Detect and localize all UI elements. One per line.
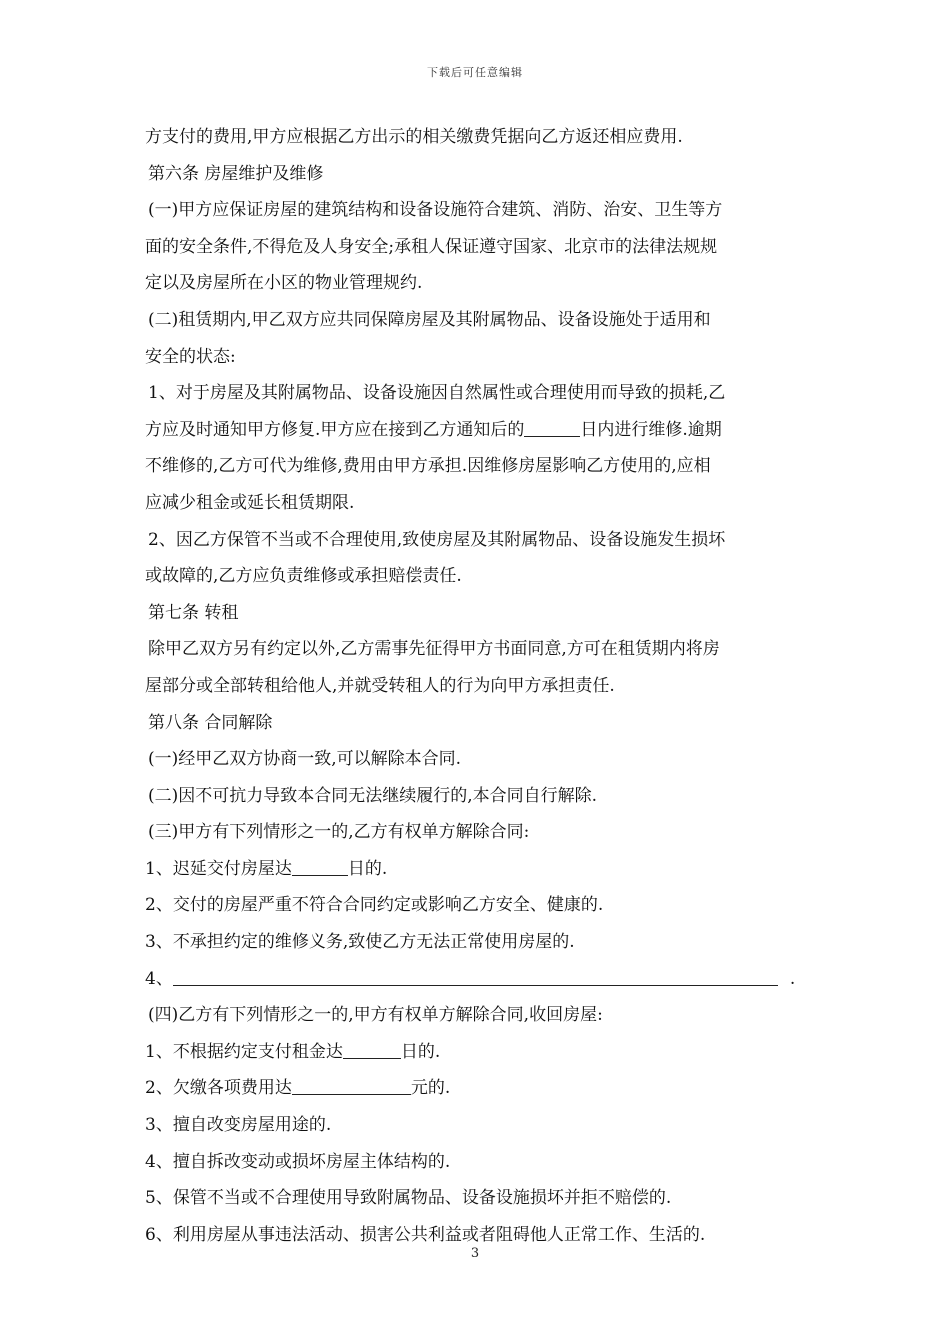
paragraph-line: (一)经甲乙双方协商一致,可以解除本合同. [148,749,462,770]
paragraph-line: 面的安全条件,不得危及人身安全;承租人保证遵守国家、北京市的法律法规规 [145,236,718,257]
paragraph-line-with-blank [145,1070,807,1107]
paragraph-line: 3、不承担约定的维修义务,致使乙方无法正常使用房屋的. [145,932,575,953]
paragraph-line: 3、擅自改变房屋用途的. [145,1115,332,1136]
document-body [145,119,807,1253]
paragraph-line: 6、利用房屋从事违法活动、损害公共利益或者阻碍他人正常工作、生活的. [145,1224,706,1245]
text-segment: 日的. [347,858,388,879]
fill-in-blank [173,967,778,986]
section-heading-article-7: 第七条 转租 [148,602,239,623]
paragraph-line-with-blank [145,961,807,998]
page-header: 下载后可任意编辑 [427,66,523,79]
paragraph-line: 不维修的,乙方可代为维修,费用由甲方承担.因维修房屋影响乙方使用的,应相 [145,456,711,477]
paragraph-line: 1、对于房屋及其附属物品、设备设施因自然属性或合理使用而导致的损耗,乙 [148,383,726,404]
fill-in-blank [524,418,580,437]
text-segment: . [789,968,796,989]
paragraph-line: (一)甲方应保证房屋的建筑结构和设备设施符合建筑、消防、治安、卫生等方 [148,200,723,221]
fill-in-blank [292,857,348,876]
paragraph-line: 2、交付的房屋严重不符合合同约定或影响乙方安全、健康的. [145,895,604,916]
text-segment: 1、不根据约定支付租金达 [145,1041,343,1062]
paragraph-line: 应减少租金或延长租赁期限. [145,492,355,513]
paragraph-line: 或故障的,乙方应负责维修或承担赔偿责任. [145,566,462,587]
fill-in-blank [343,1040,401,1059]
paragraph-line: (二)租赁期内,甲乙双方应共同保障房屋及其附属物品、设备设施处于适用和 [148,309,711,330]
text-segment: 1、迟延交付房屋达 [145,858,292,879]
paragraph-line: (四)乙方有下列情形之一的,甲方有权单方解除合同,收回房屋: [148,1005,603,1026]
paragraph-line: 4、擅自拆改变动或损坏房屋主体结构的. [145,1151,451,1172]
text-segment: 日的. [400,1041,441,1062]
text-segment: 日内进行维修.逾期 [580,419,722,440]
paragraph-line-with-blank [145,412,807,449]
paragraph-line: 屋部分或全部转租给他人,并就受转租人的行为向甲方承担责任. [145,675,615,696]
text-segment: 4、 [145,968,173,989]
paragraph-line-with-blank [145,851,807,888]
text-segment: 方应及时通知甲方修复.甲方应在接到乙方通知后的 [145,419,525,440]
paragraph-line: 方支付的费用,甲方应根据乙方出示的相关缴费凭据向乙方返还相应费用. [145,127,683,147]
section-heading-article-6: 第六条 房屋维护及维修 [148,163,324,184]
page-number: 3 [470,1246,480,1261]
text-segment: 2、欠缴各项费用达 [145,1078,292,1099]
paragraph-line: (二)因不可抗力导致本合同无法继续履行的,本合同自行解除. [148,785,598,806]
paragraph-line: (三)甲方有下列情形之一的,乙方有权单方解除合同: [148,822,530,843]
fill-in-blank [292,1076,411,1095]
paragraph-line: 定以及房屋所在小区的物业管理规约. [145,273,423,294]
section-heading-article-8: 第八条 合同解除 [148,712,273,733]
paragraph-line: 除甲乙双方另有约定以外,乙方需事先征得甲方书面同意,方可在租赁期内将房 [148,639,720,660]
paragraph-line: 安全的状态: [145,346,236,367]
text-segment: 元的. [410,1078,451,1099]
paragraph-line: 2、因乙方保管不当或不合理使用,致使房屋及其附属物品、设备设施发生损坏 [148,529,726,550]
paragraph-line: 5、保管不当或不合理使用导致附属物品、设备设施损坏并拒不赔偿的. [145,1188,672,1209]
paragraph-line-with-blank [145,1034,807,1071]
